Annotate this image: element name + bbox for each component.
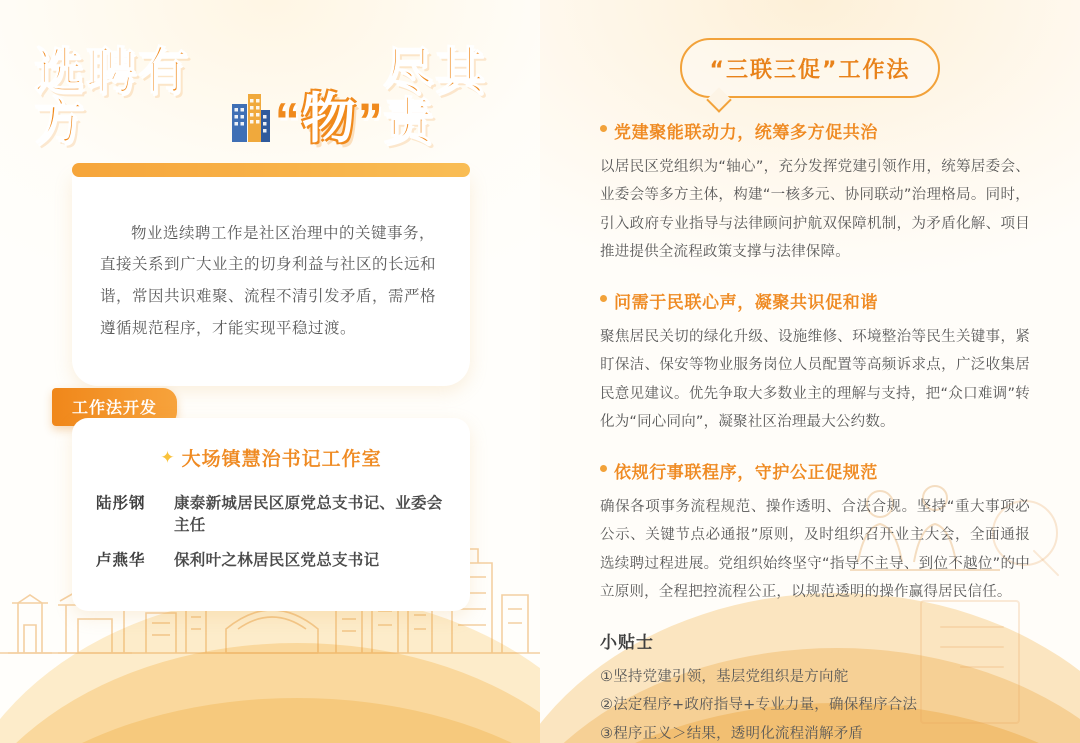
list-item <box>96 491 446 535</box>
member-name: 陆彤钢 <box>96 494 146 512</box>
right-content <box>600 118 1030 743</box>
title-part-two: 尽其责 <box>382 42 487 150</box>
badge-label: “三联三促”工作法 <box>709 57 911 83</box>
tip-item: ①坚持党建引领，基层党组织是方向舵 <box>600 669 849 686</box>
member-role: 保利叶之林居民区党总支书记 <box>174 551 380 569</box>
studio-title: 大场镇慧治书记工作室 <box>181 448 382 470</box>
left-title <box>34 42 514 150</box>
section-label-workmethod: 工作法开发 <box>52 388 177 426</box>
title-part-one: 选聘有方 <box>34 42 190 150</box>
right-panel <box>540 0 1080 743</box>
tip-item: ③程序正义＞结果，透明化流程消解矛盾 <box>600 725 864 742</box>
section-body: 以居民区党组织为“轴心”，充分发挥党建引领作用，统筹居委会、业委会等多方主体，构建“一核多元、协同联动”治理格局。同时，引入政府专业指导与法律顾问护航双保障机制，为矛盾化解、项目推进提供全流程政策支撑与法律保障。 <box>600 159 1030 260</box>
title-highlight-char: 物 <box>301 89 356 149</box>
section-heading: 党建聚能联动力，统筹多方促共治 <box>600 118 1030 143</box>
tip-item: ②法定程序+政府指导+专业力量，确保程序合法 <box>600 697 918 714</box>
title-quote-open: “ <box>274 93 300 149</box>
list-item <box>96 548 446 570</box>
studio-title-row <box>96 444 446 471</box>
building-icon <box>231 90 271 142</box>
intro-paragraph: 物业选续聘工作是社区治理中的关键事务，直接关系到广大业主的切身利益与社区的长远和谐，常因共识难聚、流程不清引发矛盾，需严格遵循规范程序，才能实现平稳过渡。 <box>100 223 437 337</box>
section-heading: 问需于民联心声，凝聚共识促和谐 <box>600 288 1030 313</box>
work-method-badge <box>680 38 940 98</box>
section-heading: 依规行事联程序，守护公正促规范 <box>600 458 1030 483</box>
intro-card <box>72 172 470 386</box>
member-name: 卢燕华 <box>96 551 146 569</box>
member-role: 康泰新城居民区原党总支书记、业委会主任 <box>174 494 443 534</box>
studio-card <box>72 418 470 611</box>
tips-title: 小贴士 <box>600 633 654 654</box>
section-body: 聚焦居民关切的绿化升级、设施维修、环境整治等民生关键事，紧盯保洁、保安等物业服务岗位人员配置等高频诉求点，广泛收集居民意见建议。优先争取大多数业主的理解与支持，把“众口难调”转化为“同心同向”，凝聚社区治理最大公约数。 <box>600 329 1030 430</box>
title-quote-close: ” <box>357 93 383 149</box>
section-body: 确保各项事务流程规范、操作透明、合法合规。坚持“重大事项必公示、关键节点必通报”原则，及时组织召开业主大会，全面通报选续聘过程进展。党组织始终坚守“指导不主导、到位不越位”的中立原则，全程把控流程公正，以规范透明的操作赢得居民信任。 <box>600 499 1030 600</box>
sparkle-icon: ✦ <box>160 448 176 468</box>
